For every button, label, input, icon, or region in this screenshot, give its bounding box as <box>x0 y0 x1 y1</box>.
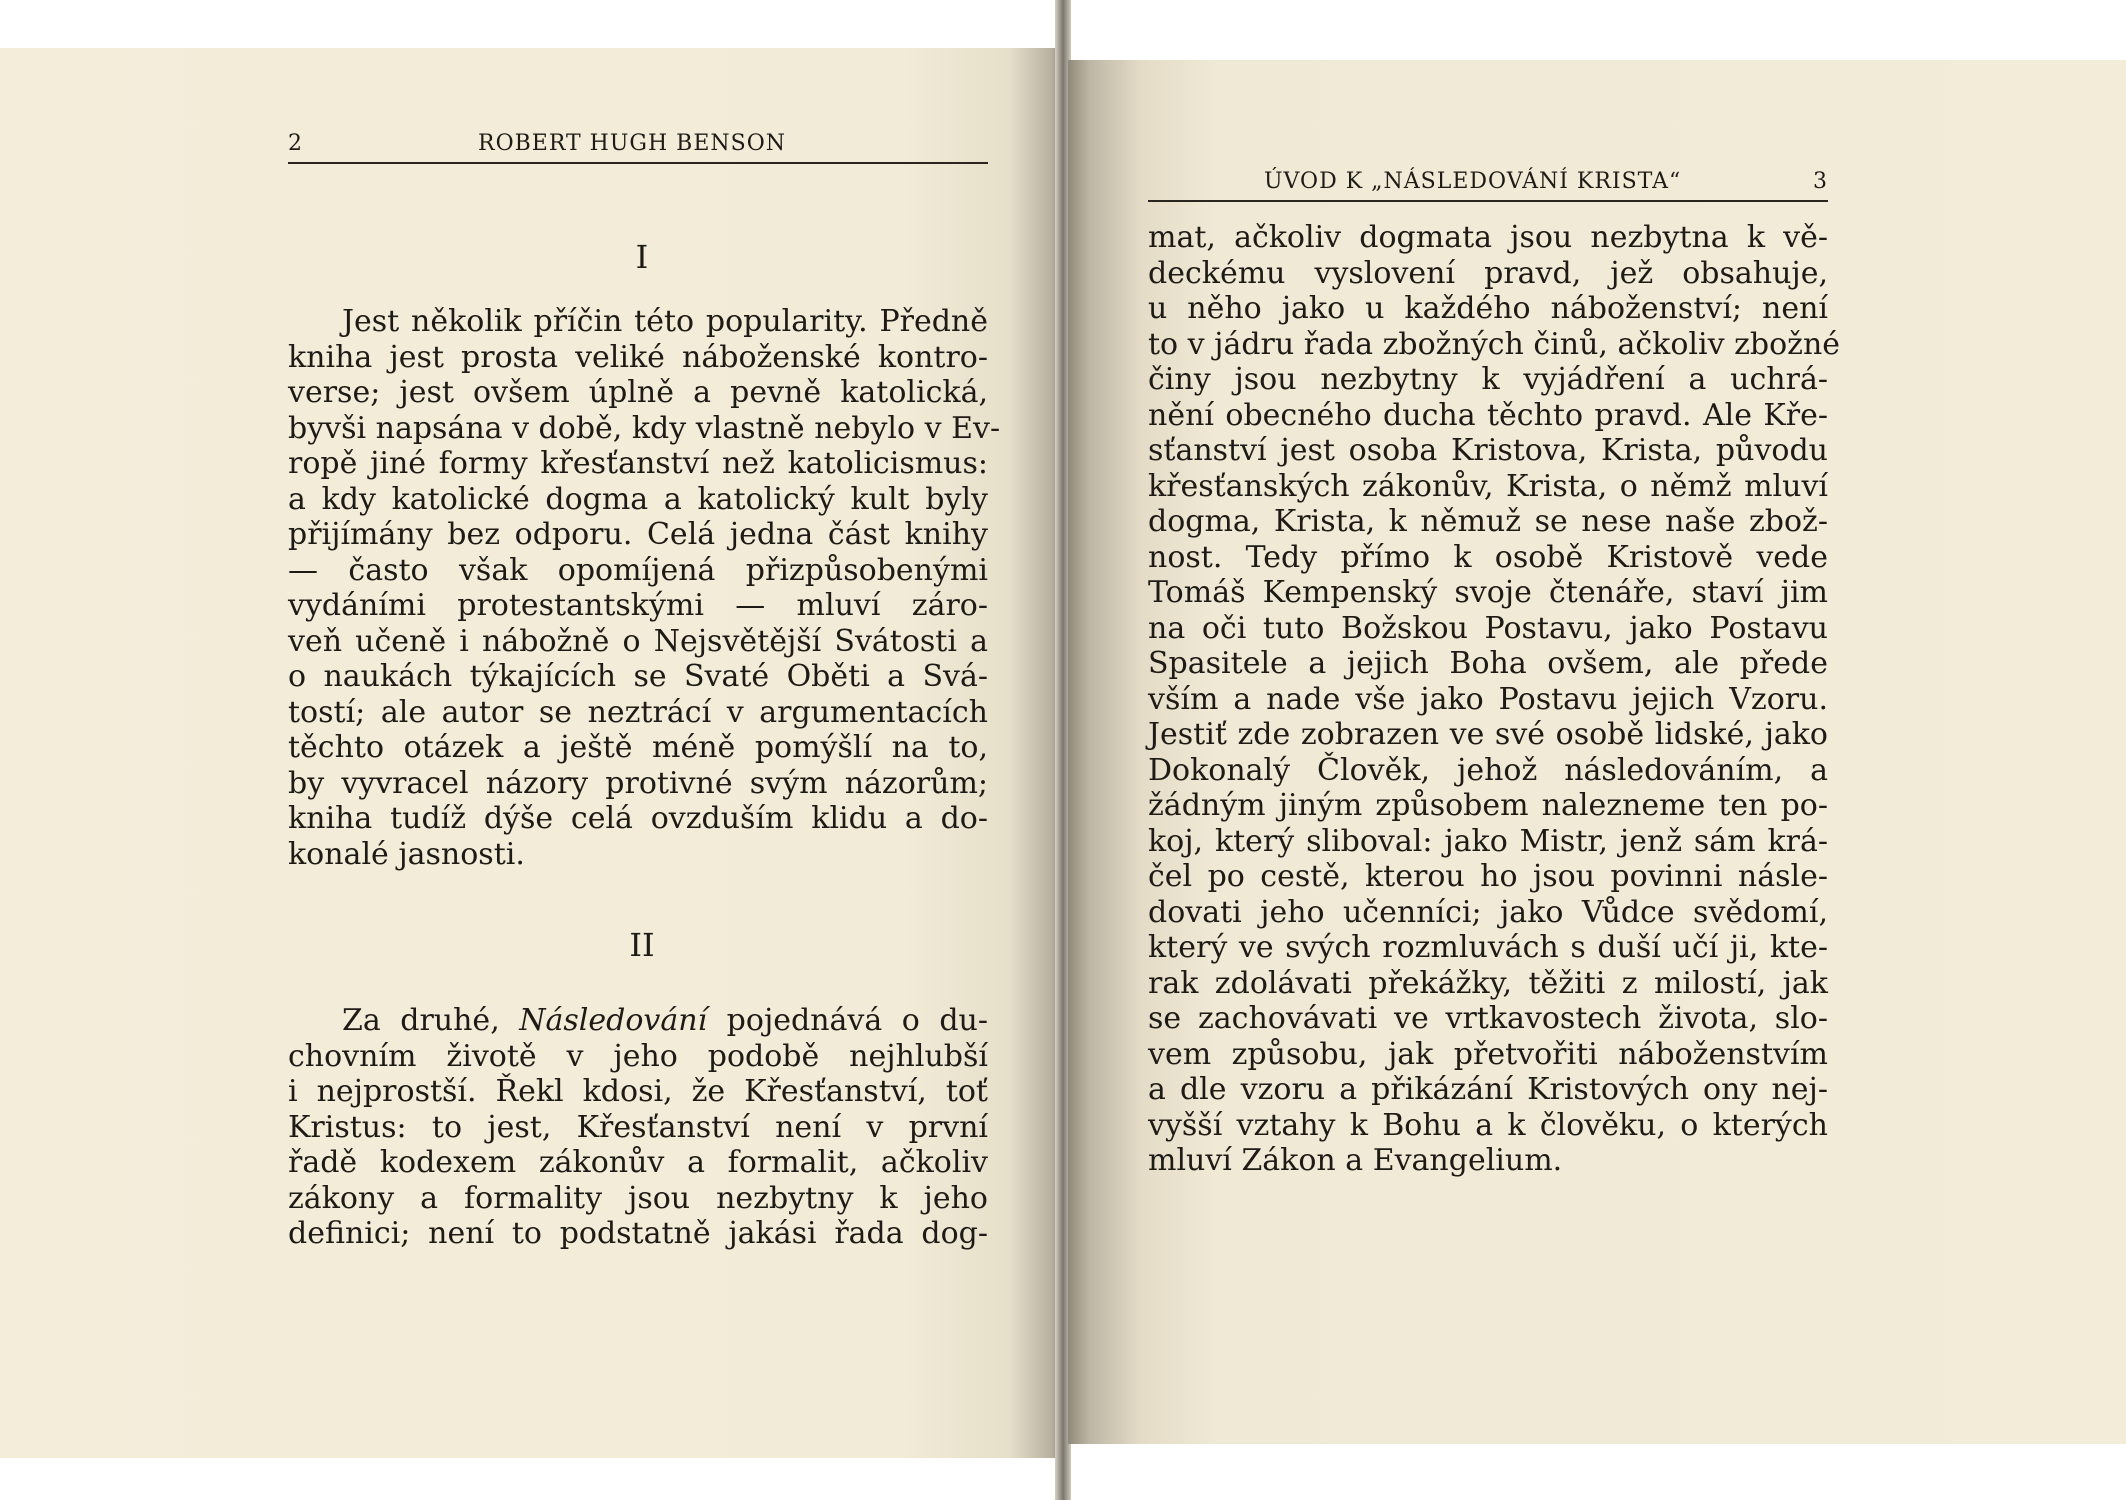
text-line: čel po cestě, kterou ho jsou povinni násle- <box>1148 859 1828 894</box>
section-2-first-line: Za druhé, Následování pojednává o du- <box>342 1003 988 1038</box>
text-line: o naukách týkajících se Svaté Oběti a Svá- <box>288 659 988 694</box>
section-2-text <box>288 1003 988 1252</box>
text-line: který ve svých rozmluvách s duší učí ji, kte- <box>1148 930 1828 965</box>
left-running-header <box>288 122 988 164</box>
text-line: dovati jeho učenníci; jako Vůdce svědomí, <box>1148 894 1828 930</box>
text-line: ropě jiné formy křesťanství než katolicismus: <box>288 446 988 481</box>
text-line: kniha tudíž dýše celá ovzduším klidu a do- <box>288 801 988 836</box>
text-line: koj, který sliboval: jako Mistr, jenž sám krá- <box>1148 823 1828 859</box>
text-line: Jest několik příčin této popularity. Předně <box>342 304 988 339</box>
text-line: u něho jako u každého náboženství; není <box>1148 291 1828 326</box>
text-line: veň učeně i nábožně o Nejsvětější Svátosti a <box>288 623 988 659</box>
left-page-number: 2 <box>288 131 303 156</box>
right-page <box>1068 60 2126 1444</box>
text-line: zákony a formality jsou nezbytny k jeho <box>288 1180 988 1216</box>
text-line: by vyvracel názory protivné svým názorům; <box>288 765 988 801</box>
right-page-number: 3 <box>1813 169 1828 194</box>
text-line: mat, ačkoliv dogmata jsou nezbytna k vě- <box>1148 220 1828 255</box>
text-line: Spasitele a jejich Boha ovšem, ale přede <box>1148 646 1828 681</box>
text-line: dogma, Krista, k němuž se nese naše zbož- <box>1148 504 1828 539</box>
text-line: křesťanských zákonův, Krista, o němž mluví <box>1148 468 1828 504</box>
section-numeral-1: I <box>635 238 649 276</box>
text-line: i nejprostší. Řekl kdosi, že Křesťanství, toť <box>288 1074 988 1109</box>
text-line: činy jsou nezbytny k vyjádření a uchrá- <box>1148 362 1828 397</box>
text-line: vším a nade vše jako Postavu jejich Vzoru. <box>1148 681 1828 717</box>
text-line: žádným jiným způsobem nalezneme ten po- <box>1148 788 1828 823</box>
text-line: sťanství jest osoba Kristova, Krista, původu <box>1148 433 1828 468</box>
text-line: mluví Zákon a Evangelium. <box>1148 1143 1563 1178</box>
text-line: nění obecného ducha těchto pravd. Ale Kře- <box>1148 397 1828 433</box>
text-line: tostí; ale autor se neztrácí v argumentacích <box>288 694 988 730</box>
section-1-text <box>288 304 1001 872</box>
right-page-text <box>1148 220 1841 1179</box>
text-line: kniha jest prosta veliké náboženské kontro- <box>288 339 988 375</box>
right-running-header <box>1148 160 1828 202</box>
text-line: Tomáš Kempenský svoje čtenáře, staví jim <box>1148 575 1828 610</box>
text-line: a dle vzoru a přikázání Kristových ony nej- <box>1148 1072 1828 1107</box>
section-numeral-2: II <box>629 926 655 964</box>
text-line: definici; není to podstatně jakási řada dog- <box>288 1216 988 1251</box>
text-line: — často však opomíjená přizpůsobenými <box>288 552 988 588</box>
text-line: a kdy katolické dogma a katolický kult byly <box>288 481 988 517</box>
text-line: chovním životě v jeho podobě nejhlubší <box>288 1038 988 1074</box>
text-line: nost. Tedy přímo k osobě Kristově vede <box>1148 539 1828 575</box>
left-page <box>0 48 1062 1458</box>
right-running-head: ÚVOD K „NÁSLEDOVÁNÍ KRISTA“ <box>1264 169 1682 194</box>
text-line: konalé jasnosti. <box>288 836 525 872</box>
text-line: řadě kodexem zákonův a formalit, ačkoliv <box>288 1145 988 1180</box>
text-line: verse; jest ovšem úplně a pevně katolická, <box>288 375 988 410</box>
text-line: byvši napsána v době, kdy vlastně nebylo v Ev- <box>288 410 1001 446</box>
book-title-italic: Následování <box>519 1003 708 1038</box>
text-line: se zachovávati ve vrtkavostech života, slo- <box>1148 1001 1828 1036</box>
text-line: Jestiť zde zobrazen ve své osobě lidské, jako <box>1148 717 1828 752</box>
text-line: těchto otázek a ještě méně pomýšlí na to, <box>288 730 988 765</box>
text-line: Dokonalý Člověk, jehož následováním, a <box>1148 752 1828 788</box>
text-line: přijímány bez odporu. Celá jedna část knihy <box>288 517 988 552</box>
text-line: rak zdolávati překážky, těžiti z milostí, jak <box>1148 965 1828 1001</box>
text-line: Kristus: to jest, Křesťanství není v první <box>288 1109 988 1145</box>
left-running-head: ROBERT HUGH BENSON <box>478 131 786 156</box>
text-line: to v jádru řada zbožných činů, ačkoliv zbožné <box>1148 326 1841 362</box>
text-line: deckému vyslovení pravd, jež obsahuje, <box>1148 255 1828 291</box>
text-line: vydáními protestantskými — mluví záro- <box>288 588 988 623</box>
text-line: vem způsobu, jak přetvořiti náboženstvím <box>1148 1036 1828 1072</box>
text-line: na oči tuto Božskou Postavu, jako Postavu <box>1148 610 1828 646</box>
text-line: vyšší vztahy k Bohu a k člověku, o kterých <box>1148 1107 1828 1143</box>
